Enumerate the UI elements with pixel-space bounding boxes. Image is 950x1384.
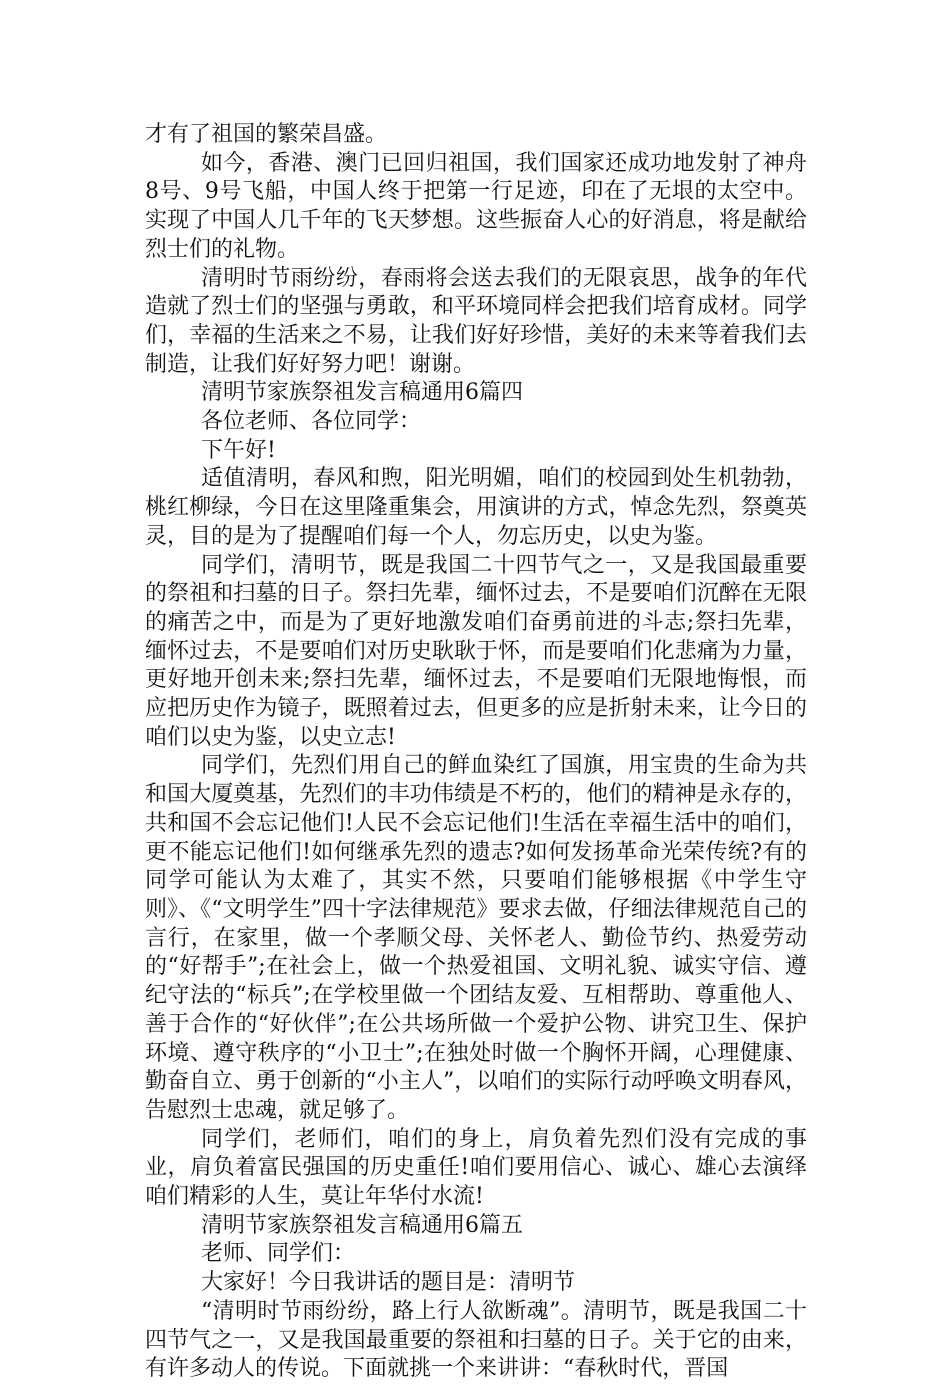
section-heading: 清明节家族祭祖发言稿通用6篇五 — [201, 1212, 523, 1238]
document-body — [145, 121, 807, 1384]
greeting: 下午好! — [201, 437, 276, 463]
salutation: 各位老师、各位同学： — [201, 409, 422, 435]
paragraph: 才有了祖国的繁荣昌盛。 — [145, 122, 388, 147]
paragraph: 同学们，先烈们用自己的鲜血染红了国旗，用宝贵的生命为共和国大厦奠基，先烈们的丰功伟绩是不朽的，他们的精神是永存的，共和国不会忘记他们!人民不会忘记他们!生活在幸福生活中的咱们，更不能忘记他们!如何继承先烈的遗志?如何发扬革命光荣传统?有的同学可能认为太难了，其实不然，只要咱们能够根据《中学生守则》、《“文明学生”四十字法律规范》要求去做，仔细法律规范自己的言行，在家里，做一个孝顺父母、关怀老人、勤俭节约、热爱劳动的“好帮手”;在社会上，做一个热爱祖国、文明礼貌、诚实守信、遵纪守法的“标兵”;在学校里做一个团结友爱、互相帮助、尊重他人、善于合作的“好伙伴”;在公共场所做一个爱护公物、讲究卫生、保护环境、遵守秩序的“小卫士”;在独处时做一个胸怀开阔，心理健康、勤奋自立、勇于创新的“小主人”，以咱们的实际行动呼唤文明春风，告慰烈士忠魂，就足够了。 — [145, 753, 807, 1123]
paragraph: 如今，香港、澳门已回归祖国，我们国家还成功地发射了神舟8号、9号飞船，中国人终于把第一行足迹，印在了无垠的太空中。实现了中国人几千年的飞天梦想。这些振奋人心的好消息，将是献给烈士们的礼物。 — [145, 150, 807, 262]
paragraph: 同学们，老师们，咱们的身上，肩负着先烈们没有完成的事业，肩负着富民强国的历史重任!咱们要用信心、诚心、雄心去演绎咱们精彩的人生，莫让年华付水流! — [145, 1126, 807, 1210]
section-heading: 清明节家族祭祖发言稿通用6篇四 — [201, 380, 523, 406]
salutation: 老师、同学们： — [201, 1241, 356, 1267]
greeting: 大家好！今日我讲话的题目是：清明节 — [201, 1270, 576, 1296]
paragraph: 同学们，清明节，既是我国二十四节气之一，又是我国最重要的祭祖和扫墓的日子。祭扫先辈，缅怀过去，不是要咱们沉醉在无限的痛苦之中，而是为了更好地激发咱们奋勇前进的斗志;祭扫先辈，缅怀过去，不是要咱们对历史耿耿于怀，而是要咱们化悲痛为力量，更好地开创未来;祭扫先辈，缅怀过去，不是要咱们无限地悔恨，而应把历史作为镜子，既照着过去，但更多的应是折射未来，让今日的咱们以史为鉴，以史立志! — [145, 552, 807, 750]
paragraph: 清明时节雨纷纷，春雨将会送去我们的无限哀思，战争的年代造就了烈士们的坚强与勇敢，和平环境同样会把我们培育成材。同学们，幸福的生活来之不易，让我们好好珍惜，美好的未来等着我们去制造，让我们好好努力吧！谢谢。 — [145, 265, 807, 377]
paragraph: “清明时节雨纷纷，路上行人欲断魂”。清明节，既是我国二十四节气之一，又是我国最重要的祭祖和扫墓的日子。关于它的由来，有许多动人的传说。下面就挑一个来讲讲：“春秋时代，晋国 — [145, 1298, 807, 1382]
paragraph: 适值清明，春风和煦，阳光明媚，咱们的校园到处生机勃勃，桃红柳绿，今日在这里隆重集会，用演讲的方式，悼念先烈，祭奠英灵，目的是为了提醒咱们每一个人，勿忘历史，以史为鉴。 — [145, 466, 807, 549]
